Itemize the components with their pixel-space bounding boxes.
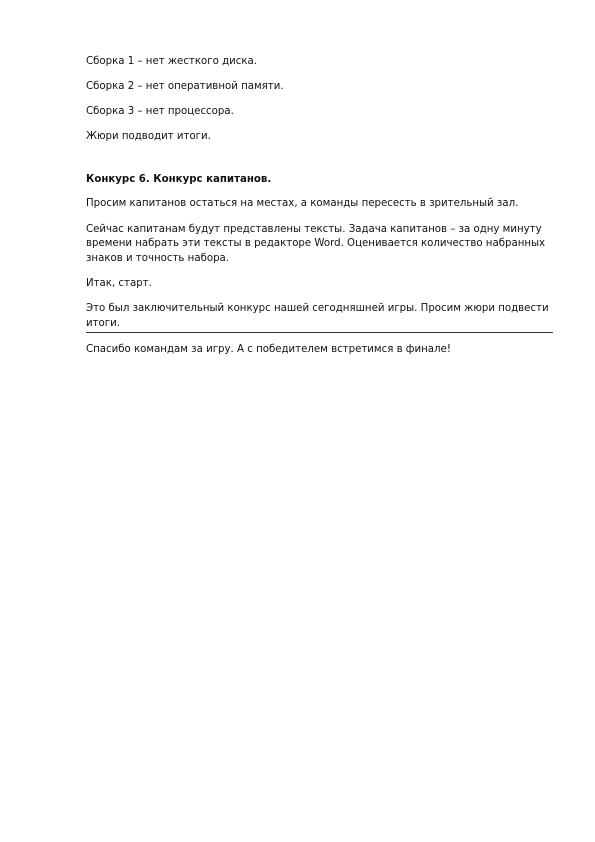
assembly-1-line: Сборка 1 – нет жесткого диска. <box>86 56 257 67</box>
document-body <box>86 55 556 358</box>
closing-line: Спасибо командам за игру. А с победителем встретимся в финале! <box>86 344 451 356</box>
start-paragraph: Итак, старт. <box>86 277 152 289</box>
jury-summary-line: Жюри подводит итоги. <box>86 131 211 143</box>
assembly-2-line: Сборка 2 – нет оперативной памяти. <box>86 81 284 93</box>
assembly-3-line: Сборка 3 – нет процессора. <box>86 106 234 118</box>
final-contest-paragraph: Это был заключительный конкурс нашей сегодняшней игры. Просим жюри подвести итоги. <box>86 302 549 329</box>
contest-heading: Конкурс 6. Конкурс капитанов. <box>86 173 272 185</box>
task-description-paragraph: Сейчас капитанам будут представлены тексты. Задача капитанов – за одну минуту времени набрать эти тексты в редакторе Word. Оценивается количество набранных знаков и точность набора. <box>86 223 546 264</box>
horizontal-divider <box>86 332 553 333</box>
captains-request-paragraph: Просим капитанов остаться на местах, а команды пересесть в зрительный зал. <box>86 198 519 210</box>
